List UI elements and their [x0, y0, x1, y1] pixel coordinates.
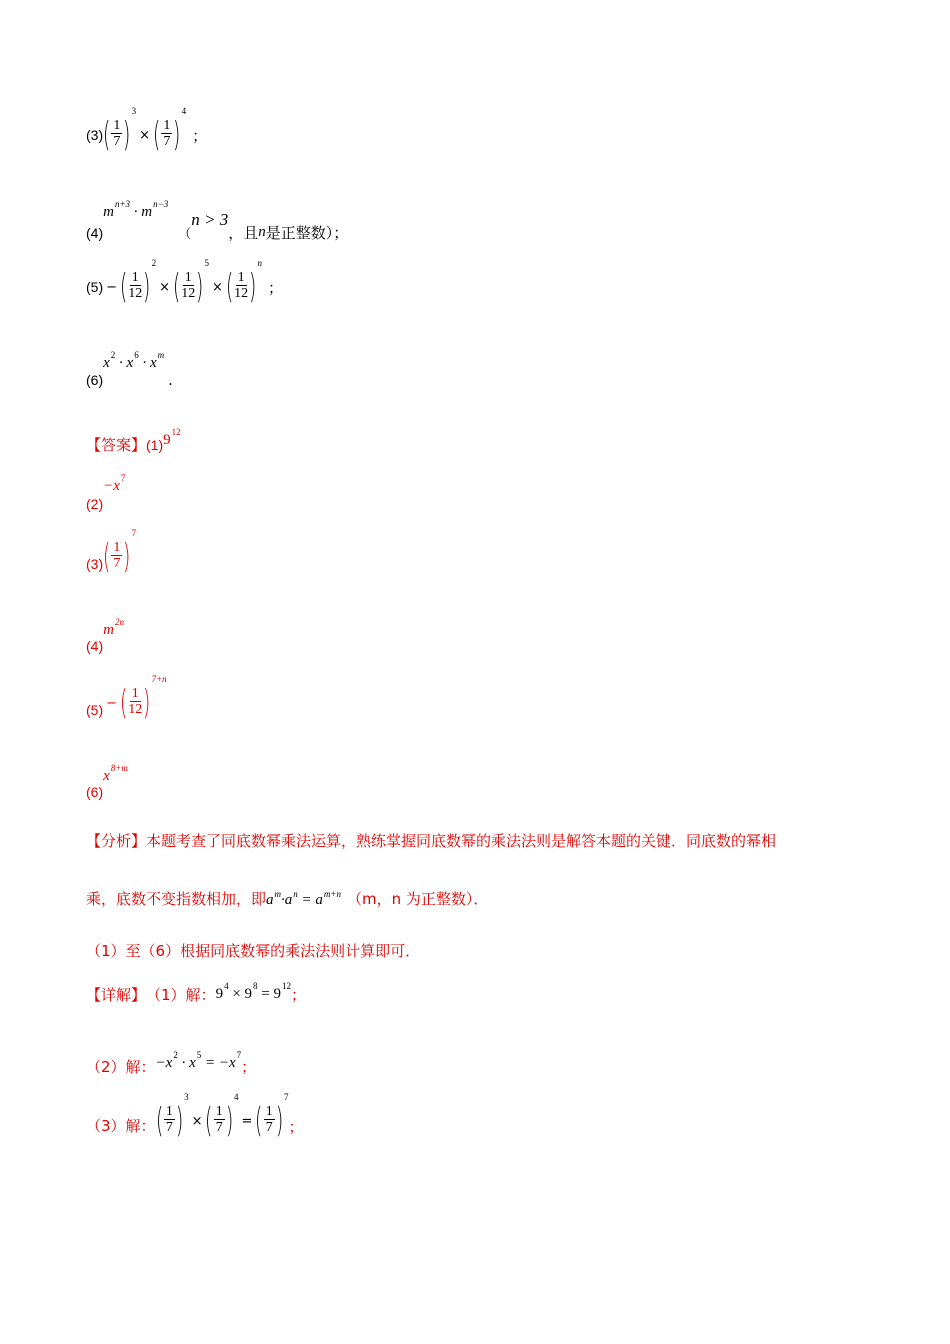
problem-label: (3) — [86, 127, 104, 143]
answer-tag: 【答案】 — [86, 436, 147, 454]
answer-6: (6) $x^{8+m}$ — [86, 763, 128, 800]
problem-4: (4) $m^{n+3} \cdot m^{n-3}$ （ n > 3 ，且 n 是正整数）； — [86, 199, 349, 242]
detail-3: （3）解： ( $\frac{1}{7}$ ) $^3$ × ( $\frac{1}{7}$ ) $^4$ = ( $\frac{1}{7}$ ) $^7$ ； — [86, 1092, 304, 1141]
power-fraction: ( $\frac{1}{7}$ ) $^4$ — [153, 106, 187, 155]
analysis-line-3: （1）至（6）根据同底数幂的乘法法则计算即可． — [86, 942, 421, 960]
answer-4: (4) $m^{2n}$ — [86, 617, 124, 654]
problem-label: (4) — [86, 224, 104, 241]
analysis-line-1: 【分析】本题考查了同底数幂乘法运算，熟练掌握同底数幂的乘法法则是解答本题的关键．同底数的幂相 — [86, 832, 777, 850]
analysis-line-2: 乘，底数不变指数相加，即$a^m\cdot a^n = a^{m+n}$ （m，n 为正整数）． — [86, 889, 489, 908]
answer-1: 【答案】 (1) $9^{12}$ — [86, 427, 181, 454]
detail-tag: 【详解】 — [86, 986, 147, 1004]
answer-5: (5) − ( $\frac{1}{12}$ ) $^{7+n}$ — [86, 674, 167, 723]
answer-3: (3) ( $\frac{1}{7}$ ) $^7$ — [86, 528, 137, 577]
problem-label: (5) — [86, 279, 104, 295]
detail-2: （2）解： $-x^2 \cdot x^5 = -x^7$ ； — [86, 1050, 257, 1076]
power-fraction: ( $\frac{1}{7}$ ) $^3$ — [103, 106, 137, 155]
problem-5: (5) − ( $\frac{1}{12}$ ) $^2$ × ( $\frac{1}{12}$ ) $^5$ × ( $\frac{1}{12}$ ) $^n$ ； — [86, 258, 283, 307]
answer-2: (2) $-x^7$ — [86, 473, 126, 512]
problem-6: (6) $x^2 \cdot x^6 \cdot x^m$ . — [86, 350, 173, 389]
problem-3: (3) ( $\frac{1}{7}$ ) $^3$ × ( $\frac{1}{7}$ ) $^4$ ； — [86, 106, 208, 155]
analysis-tag: 【分析】 — [86, 832, 147, 850]
detail-1: 【详解】 （1）解： $9^4 \times 9^8 = 9^{12}$ ； — [86, 981, 307, 1004]
